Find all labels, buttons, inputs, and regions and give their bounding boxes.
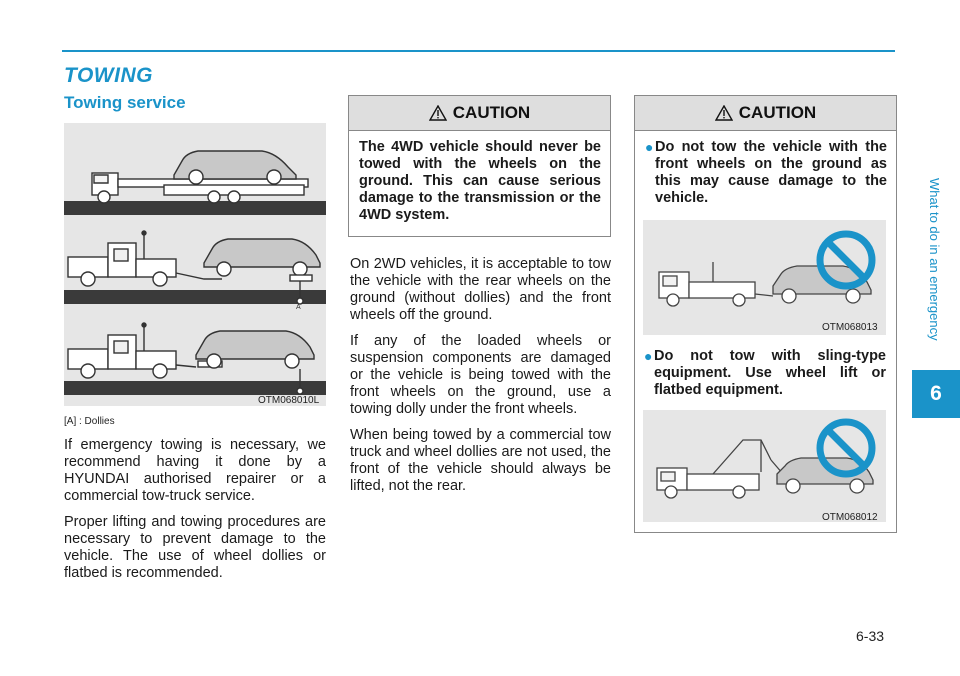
caution-bullet-text: Do not tow the vehicle with the front wheels on the ground as this may cause damage to the vehicle. [655, 139, 887, 206]
figure-code: OTM068012 [822, 512, 878, 523]
paragraph: Proper lifting and towing procedures are necessary to prevent damage to the vehicle. The use of wheel dollies or flatbed is recommended. [64, 514, 326, 581]
page-number: 6-33 [856, 628, 885, 644]
flatbed-truck-drawing [92, 151, 308, 203]
caution-bullet [645, 139, 887, 207]
paragraph: If emergency towing is necessary, we recommend having it done by a HYUNDAI authorised repairer or a commercial tow-truck service. [64, 437, 326, 504]
main-figure-code: OTM068010L [258, 395, 320, 406]
caution-header [635, 96, 896, 131]
figure-caption: [A] : Dollies [64, 416, 115, 427]
caution-text: The 4WD vehicle should never be towed with the wheels on the ground. This can cause serious damage to the transmission or the 4WD system. [359, 139, 601, 223]
paragraph: If any of the loaded wheels or suspension components are damaged or the vehicle is being towed with the front wheels on the ground, use a towing dolly under the front wheels. [350, 333, 611, 417]
caution-label: CAUTION [738, 103, 817, 122]
towing-text-column [350, 256, 611, 504]
intro-text-column [64, 437, 326, 591]
warning-triangle-icon [429, 105, 447, 121]
caution-bullet-text: Do not tow with sling-type equipment. Use wheel lift or flatbed equipment. [654, 348, 886, 398]
dolly-callout: A [296, 304, 301, 311]
section-title: TOWING [64, 64, 153, 87]
bullet-icon: ● [645, 139, 654, 155]
chapter-number-tab: 6 [912, 370, 960, 418]
caution-box-4wd [348, 95, 611, 237]
bullet-icon: ● [644, 348, 653, 364]
chapter-side-label: What to do in an emergency [927, 178, 942, 341]
caution-bullet [644, 348, 886, 399]
prohibited-front-wheels-illustration [643, 220, 886, 335]
warning-triangle-icon [715, 105, 733, 121]
towing-methods-illustration [64, 123, 326, 406]
header-rule [62, 50, 895, 52]
caution-header [349, 96, 610, 131]
sub-title: Towing service [64, 93, 186, 112]
paragraph: On 2WD vehicles, it is acceptable to tow the vehicle with the rear wheels on the ground (without dollies) and the front wheels off the ground. [350, 256, 611, 323]
figure-code: OTM068013 [822, 322, 878, 333]
prohibited-sling-tow-illustration [643, 410, 886, 522]
caution-label: CAUTION [452, 103, 531, 122]
paragraph: When being towed by a commercial tow truck and wheel dollies are not used, the front of the vehicle should always be lifted, not the rear. [350, 427, 611, 494]
